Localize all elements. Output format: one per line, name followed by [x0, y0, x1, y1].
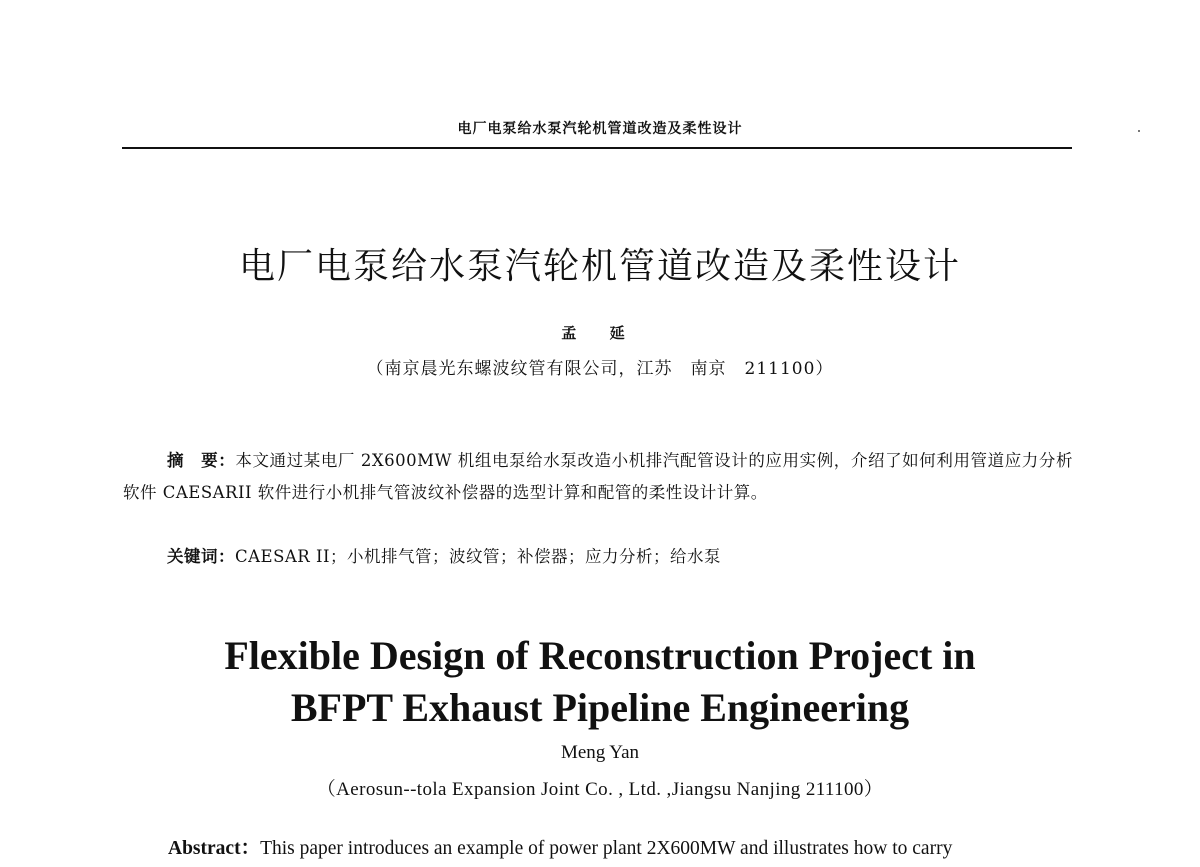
chinese-keywords: [167, 541, 721, 573]
english-title: [0, 630, 1200, 734]
running-header: 电厂电泵给水泵汽轮机管道改造及柔性设计: [457, 121, 743, 137]
chinese-abstract-label: 摘 要：: [167, 451, 236, 470]
english-title-line-2: BFPT Exhaust Pipeline Engineering: [290, 685, 910, 730]
chinese-keywords-label: 关键词：: [167, 547, 235, 566]
chinese-title: 电厂电泵给水泵汽轮机管道改造及柔性设计: [238, 246, 961, 287]
chinese-affiliation: （南京晨光东螺波纹管有限公司，江苏 南京 211100）: [366, 359, 834, 379]
chinese-abstract-text: 本文通过某电厂 2X600MW 机组电泵给水泵改造小机排汽配管设计的应用实例，介绍了如何利用管道应力分析软件 CAESARII 软件进行小机排气管波纹补偿器的选型计算和配管的柔性设计计算。: [123, 451, 1073, 502]
english-author: Meng Yan: [560, 742, 640, 763]
english-title-line-1: Flexible Design of Reconstruction Project in: [224, 633, 976, 678]
english-abstract-label: Abstract：: [168, 838, 261, 859]
english-abstract: [168, 832, 1088, 860]
header-rule: [122, 147, 1072, 149]
english-abstract-text: This paper introduces an example of power plant 2X600MW and illustrates how to carry: [260, 838, 953, 859]
chinese-keywords-text: CAESAR II；小机排气管；波纹管；补偿器；应力分析；给水泵: [235, 547, 722, 566]
scan-speck: [1138, 130, 1140, 132]
chinese-abstract: [123, 445, 1073, 509]
english-affiliation: （Aerosun--tola Expansion Joint Co. , Ltd. ,Jiangsu Nanjing 211100）: [316, 779, 884, 800]
chinese-author: 孟 延: [561, 324, 639, 342]
